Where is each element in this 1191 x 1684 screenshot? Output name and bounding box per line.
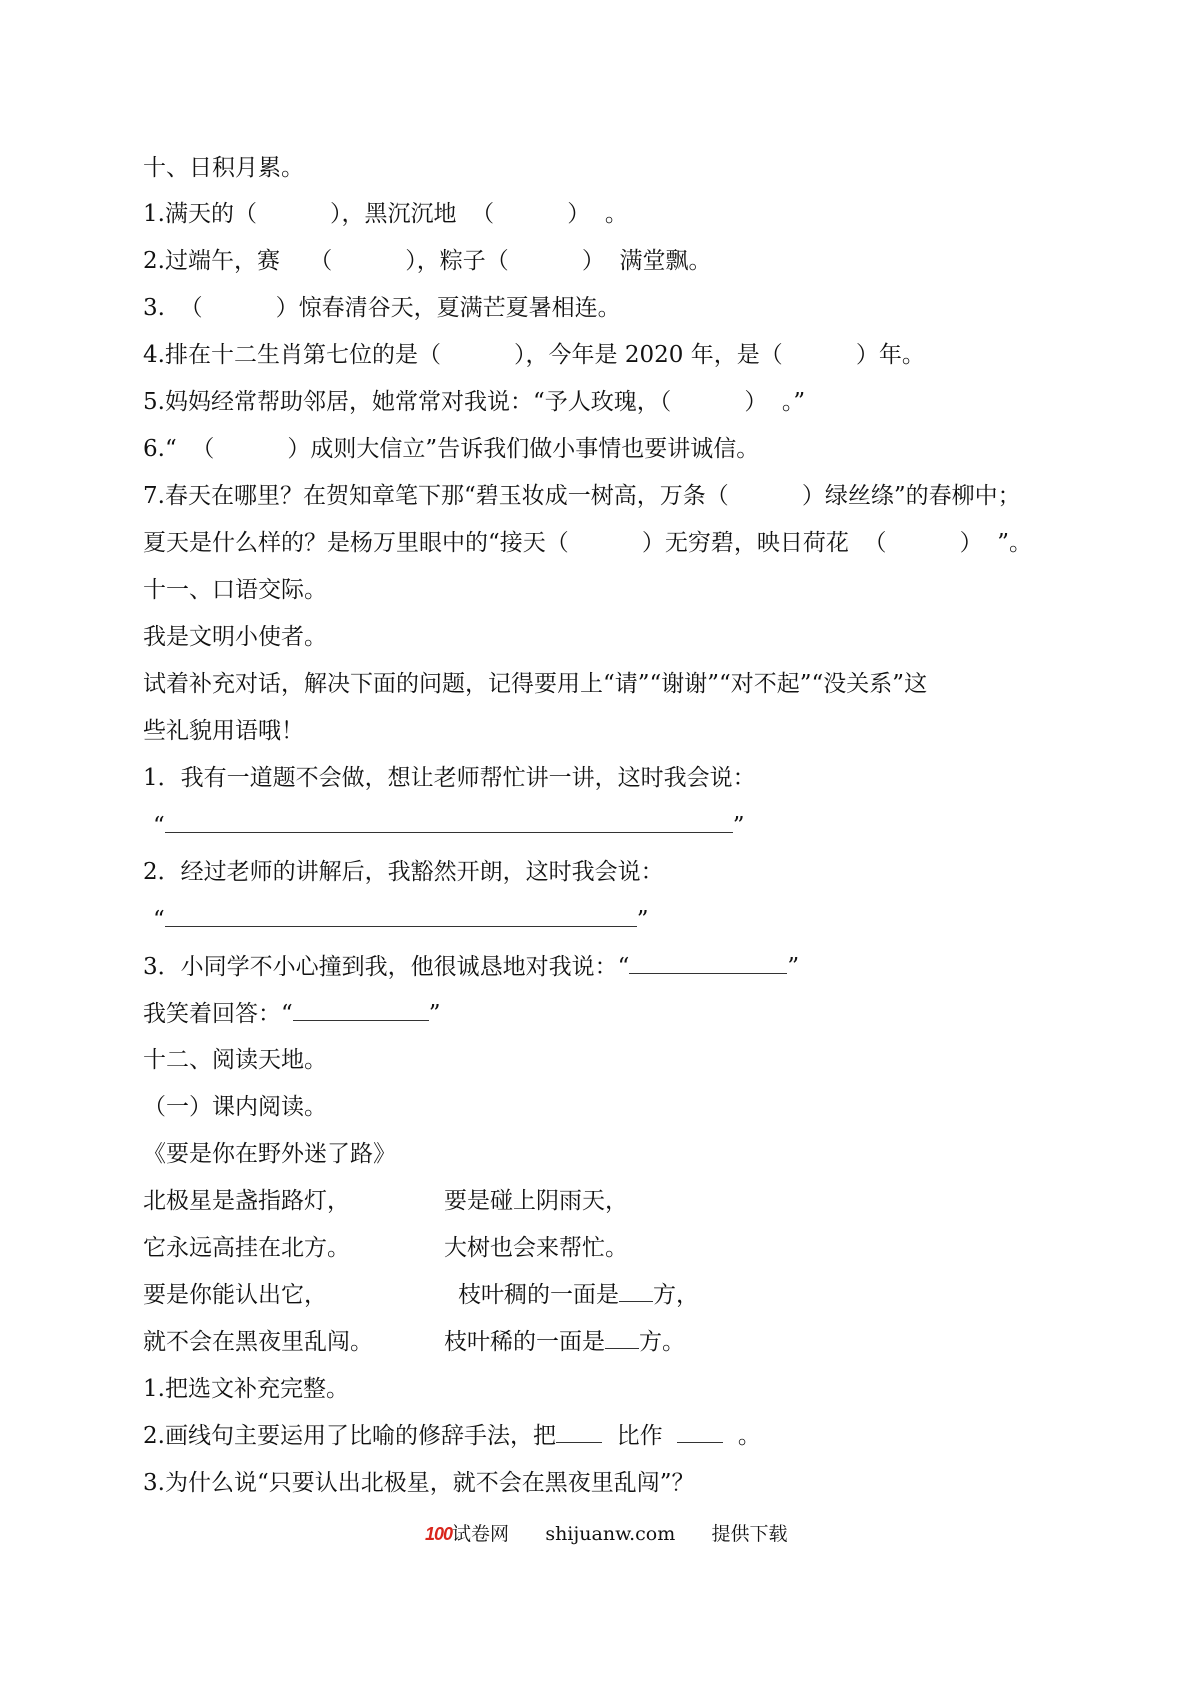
reply-text: 我笑着回答：: [143, 1001, 281, 1027]
download-note: 提供下载: [711, 1523, 788, 1545]
section-10-heading: 十、日积月累。: [143, 155, 304, 181]
answer-blank[interactable]: [629, 951, 787, 974]
s11-answer-line-2: [153, 904, 649, 935]
poem-title: 《要是你在野外迷了路》: [143, 1141, 396, 1167]
s12-question-1: 1.把选文补充完整。: [143, 1376, 349, 1402]
poem-left-line-2: 它永远高挂在北方。: [143, 1235, 350, 1261]
poem-text: 枝叶稀的一面是: [444, 1329, 605, 1355]
poem-right-line-3: [458, 1280, 699, 1310]
s11-question-2: 2．经过老师的讲解后，我豁然开朗，这时我会说：: [143, 859, 664, 885]
s10-question-3: 3. （ ）惊春清谷天，夏满芒夏暑相连。: [143, 295, 621, 321]
section-12-heading: 十二、阅读天地。: [143, 1047, 327, 1073]
close-quote: ”: [428, 1001, 441, 1027]
fill-blank[interactable]: [556, 1422, 602, 1443]
open-quote: “: [281, 1001, 293, 1027]
close-quote: ”: [732, 813, 745, 839]
fill-blank[interactable]: [619, 1281, 653, 1302]
question-2-text: 2.画线句主要运用了比喻的修辞手法，把: [143, 1423, 556, 1449]
close-quote: ”: [636, 907, 649, 933]
answer-blank[interactable]: [165, 904, 637, 927]
s10-question-5: 5.妈妈经常帮助邻居，她常常对我说：“予人玫瑰，（ ） 。”: [143, 389, 806, 415]
s12-question-2: [143, 1421, 761, 1451]
site-logo: 100: [425, 1524, 453, 1544]
open-quote: “: [153, 907, 165, 933]
fill-blank[interactable]: [677, 1422, 723, 1443]
open-quote: “: [617, 954, 630, 980]
page-footer: [425, 1521, 787, 1547]
s12-subtitle: （一）课内阅读。: [143, 1094, 327, 1120]
s11-question-3-reply: [143, 998, 441, 1029]
poem-right-line-4: [444, 1327, 685, 1357]
site-domain[interactable]: shijuanw.com: [545, 1523, 676, 1545]
s11-question-3: [143, 951, 799, 982]
s11-intro-line-1: 试着补充对话，解决下面的问题，记得要用上“请”“谢谢”“对不起”“没关系”这: [143, 671, 928, 697]
fill-blank[interactable]: [605, 1328, 639, 1349]
poem-left-line-3: 要是你能认出它，: [143, 1282, 327, 1308]
poem-text: 枝叶稠的一面是: [458, 1282, 619, 1308]
question-3-text: 3．小同学不小心撞到我，他很诚恳地对我说：: [143, 954, 618, 980]
s12-question-3: 3.为什么说“只要认出北极星，就不会在黑夜里乱闯”？: [143, 1470, 695, 1496]
open-quote: “: [153, 813, 165, 839]
answer-blank[interactable]: [293, 998, 429, 1021]
poem-text-end: 方，: [653, 1282, 699, 1308]
poem-right-line-1: 要是碰上阴雨天，: [444, 1188, 628, 1214]
question-2-mid: 比作: [601, 1423, 678, 1449]
s10-question-2: 2.过端午，赛 （ ），粽子（ ） 满堂飘。: [143, 248, 712, 274]
s10-question-4: 4.排在十二生肖第七位的是（ ），今年是 2020 年，是（ ）年。: [143, 342, 925, 368]
poem-left-line-4: 就不会在黑夜里乱闯。: [143, 1329, 373, 1355]
poem-right-line-2: 大树也会来帮忙。: [444, 1235, 628, 1261]
site-name: 试卷网: [452, 1523, 510, 1545]
section-11-heading: 十一、口语交际。: [143, 577, 327, 603]
s10-question-7-line-1: 7.春天在哪里？在贺知章笔下那“碧玉妆成一树高，万条（ ）绿丝绦”的春柳中；: [143, 483, 1021, 509]
answer-blank[interactable]: [165, 810, 733, 833]
s11-intro-line-2: 些礼貌用语哦！: [143, 718, 304, 744]
s11-answer-line-1: [153, 810, 745, 841]
s10-question-7-line-2: 夏天是什么样的？是杨万里眼中的“接天（ ）无穷碧，映日荷花 （ ） ”。: [143, 530, 1032, 556]
question-2-end: 。: [723, 1423, 761, 1449]
s10-question-1: 1.满天的（ ），黑沉沉地 （ ） 。: [143, 201, 628, 227]
poem-left-line-1: 北极星是盏指路灯，: [143, 1188, 350, 1214]
s11-subtitle: 我是文明小使者。: [143, 624, 327, 650]
s11-question-1: 1．我有一道题不会做，想让老师帮忙讲一讲，这时我会说：: [143, 765, 756, 791]
close-quote: ”: [787, 954, 800, 980]
poem-text-end: 方。: [639, 1329, 685, 1355]
s10-question-6: 6.“ （ ）成则大信立”告诉我们做小事情也要讲诚信。: [143, 436, 760, 462]
